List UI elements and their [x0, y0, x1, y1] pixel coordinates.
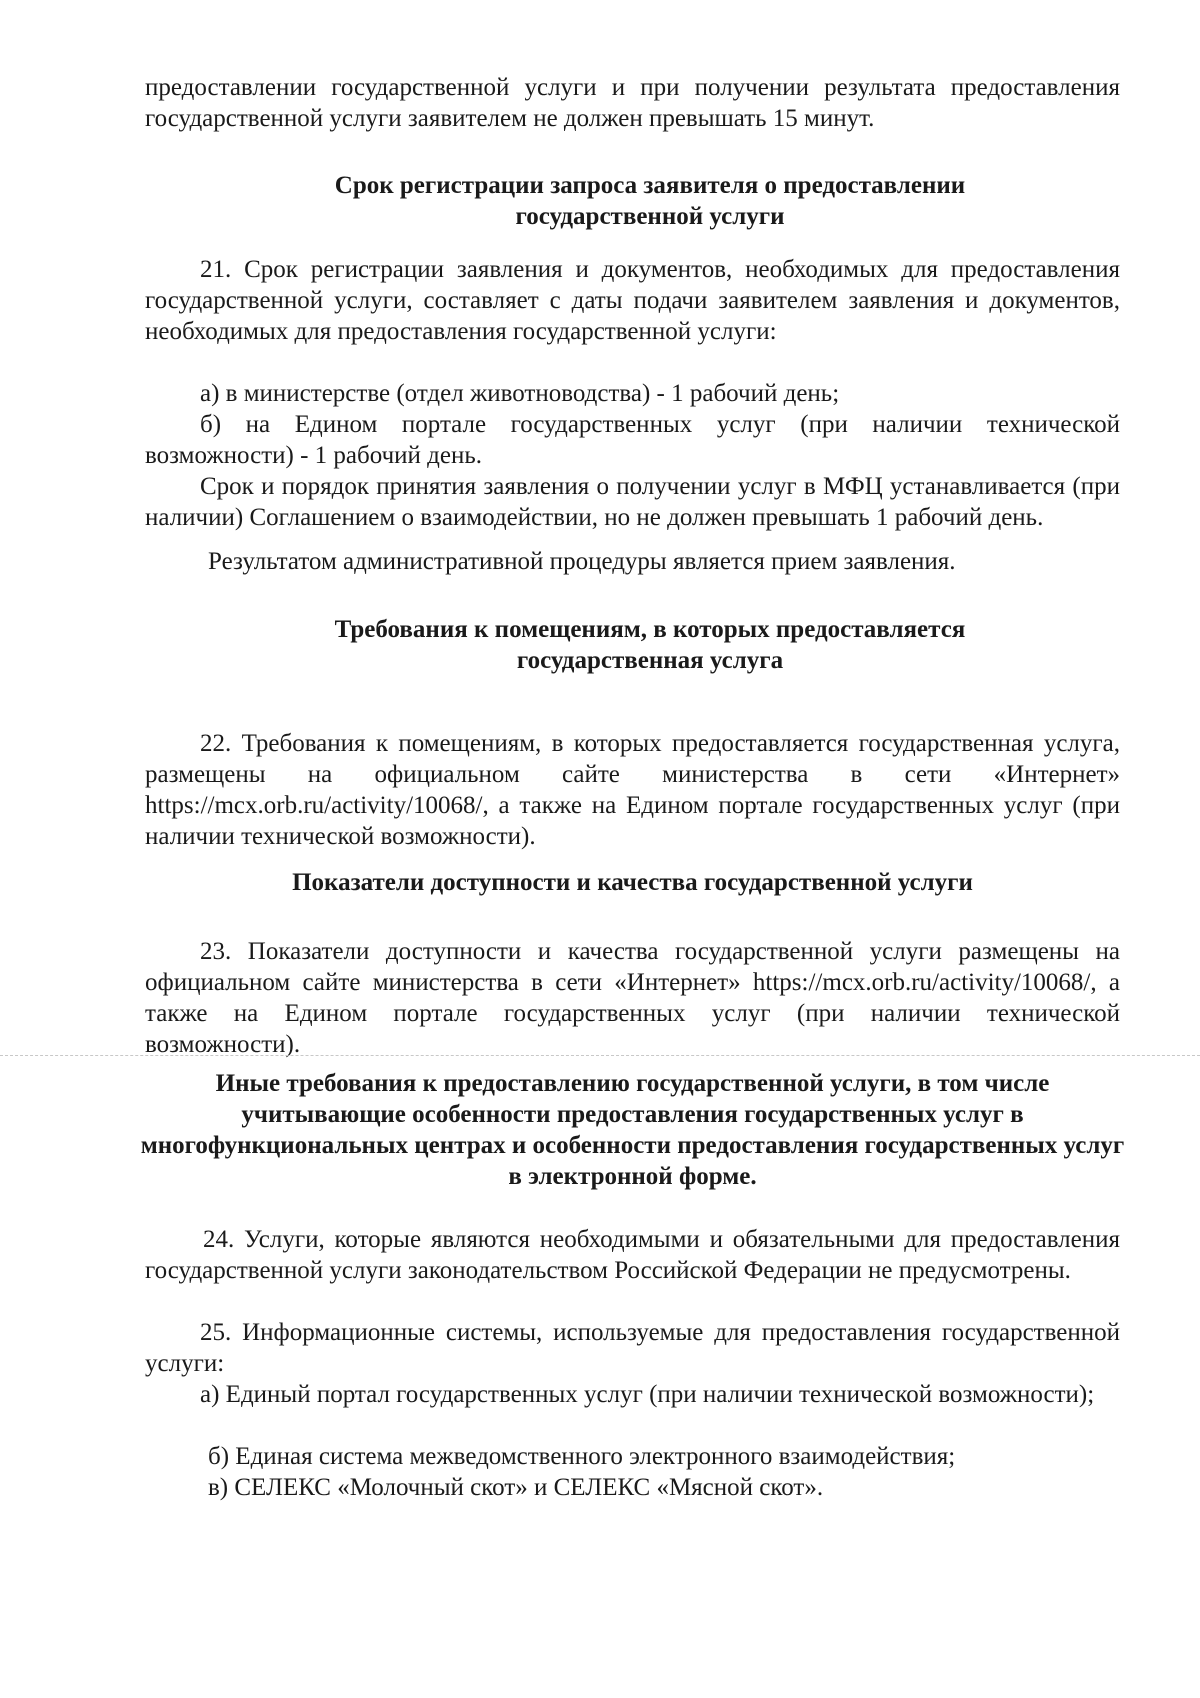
paragraph-25-item-a: а) Единый портал государственных услуг (при наличии технической возможности); [200, 1381, 1095, 1408]
paragraph-21-mfc: Срок и порядок принятия заявления о получении услуг в МФЦ устанавливается (при наличии) Соглашением о взаимодействии, но не должен превышать 1 рабочий день. [145, 473, 1120, 531]
section-heading-other-requirements: Иные требования к предоставлению государственной услуги, в том числе учитывающие особенности предоставления государственных услуг в многофункциональных центрах и особенности предоставления государственных услуг в электронной форме. [140, 1070, 1125, 1190]
paragraph-21: 21. Срок регистрации заявления и документов, необходимых для предоставления государственной услуги, составляет с даты подачи заявителем заявления и документов, необходимых для предоставления государственной услуги: [145, 256, 1120, 345]
paragraph-21-item-a: а) в министерстве (отдел животноводства) - 1 рабочий день; [200, 380, 840, 407]
section-heading-indicators: Показатели доступности и качества государственной услуги [292, 869, 973, 896]
paragraph-24: 24. Услуги, которые являются необходимыми и обязательными для предоставления государственной услуги законодательством Российской Федерации не предусмотрены. [145, 1226, 1120, 1284]
paragraph-23: 23. Показатели доступности и качества государственной услуги размещены на официальном сайте министерства в сети «Интернет» https://mcx.orb.ru/activity/10068/, а также на Едином портале государственных услуг (при наличии технической возможности). [145, 938, 1120, 1058]
paragraph-25-item-c: в) СЕЛЕКС «Молочный скот» и СЕЛЕКС «Мясной скот». [208, 1474, 824, 1501]
paragraph-21-item-b: б) на Едином портале государственных услуг (при наличии технической возможности) - 1 рабочий день. [145, 411, 1120, 469]
paragraph-22: 22. Требования к помещениям, в которых предоставляется государственная услуга, размещены на официальном сайте министерства в сети «Интернет» https://mcx.orb.ru/activity/10068/, а также на Едином портале государственных услуг (при наличии технической возможности). [145, 730, 1120, 850]
intro-paragraph: предоставлении государственной услуги и при получении результата предоставления государственной услуги заявителем не должен превышать 15 минут. [145, 74, 1120, 132]
paragraph-25: 25. Информационные системы, используемые для предоставления государственной услуги: [145, 1319, 1120, 1377]
paragraph-25-item-b: б) Единая система межведомственного электронного взаимодействия; [208, 1443, 956, 1470]
paragraph-21-result: Результатом административной процедуры является прием заявления. [208, 548, 956, 575]
scan-artifact-line [0, 1055, 1200, 1056]
section-heading-registration: Срок регистрации запроса заявителя о предоставлении государственной услуги [334, 172, 966, 230]
section-heading-premises: Требования к помещениям, в которых предоставляется государственная услуга [334, 616, 966, 674]
